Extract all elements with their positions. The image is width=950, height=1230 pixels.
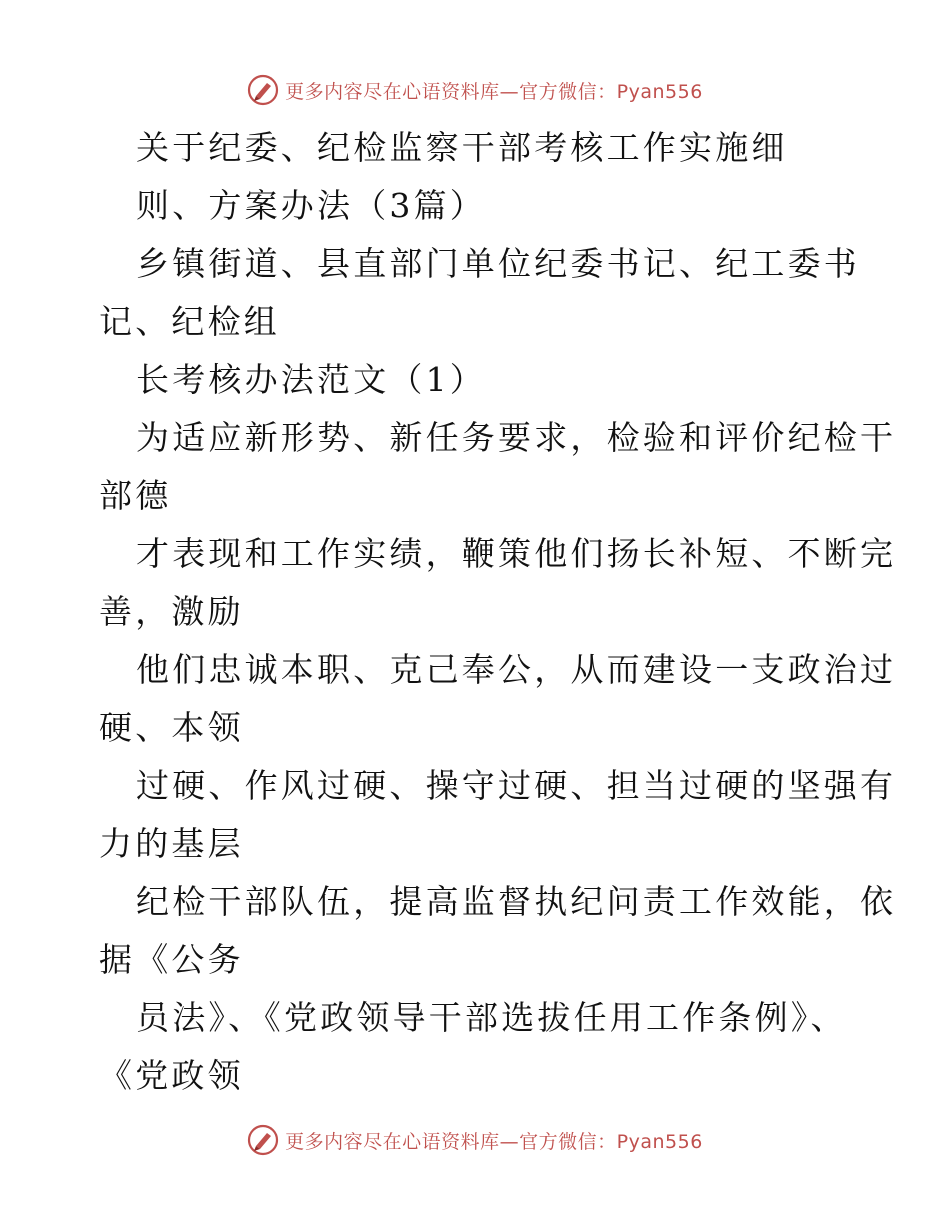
text-line: 乡镇街道、县直部门单位纪委书记、纪工委书 [136, 244, 860, 283]
text-line: 部德 [99, 476, 172, 515]
text-line: 记、纪检组 [99, 302, 280, 341]
watermark-text: 更多内容尽在心语资料库—官方微信：Pyan556 [285, 80, 703, 103]
text-line: 据《公务 [99, 940, 244, 979]
text-line: 员法》、《党政领导干部选拔任用工作条例》、 [136, 998, 847, 1037]
pen-logo-icon [247, 1124, 279, 1156]
text-line: 长考核办法范文（1） [136, 360, 486, 399]
text-line: 为适应新形势、新任务要求，检验和评价纪检干 [136, 418, 897, 457]
text-line: 过硬、作风过硬、操守过硬、担当过硬的坚强有 [136, 766, 897, 805]
text-line: 《党政领 [99, 1056, 244, 1095]
text-line: 力的基层 [99, 824, 244, 863]
text-line: 则、方案办法（3篇） [136, 186, 486, 225]
text-line: 善，激励 [99, 592, 244, 631]
text-line: 他们忠诚本职、克己奉公，从而建设一支政治过 [136, 650, 897, 689]
watermark-text: 更多内容尽在心语资料库—官方微信：Pyan556 [285, 1130, 703, 1153]
text-line: 纪检干部队伍，提高监督执纪问责工作效能，依 [136, 882, 897, 921]
text-line: 硬、本领 [99, 708, 244, 747]
text-line: 关于纪委、纪检监察干部考核工作实施细 [136, 128, 788, 167]
footer-watermark [0, 1122, 950, 1158]
header-watermark [0, 72, 950, 108]
pen-logo-icon [247, 74, 279, 106]
text-line: 才表现和工作实绩，鞭策他们扬长补短、不断完 [136, 534, 897, 573]
